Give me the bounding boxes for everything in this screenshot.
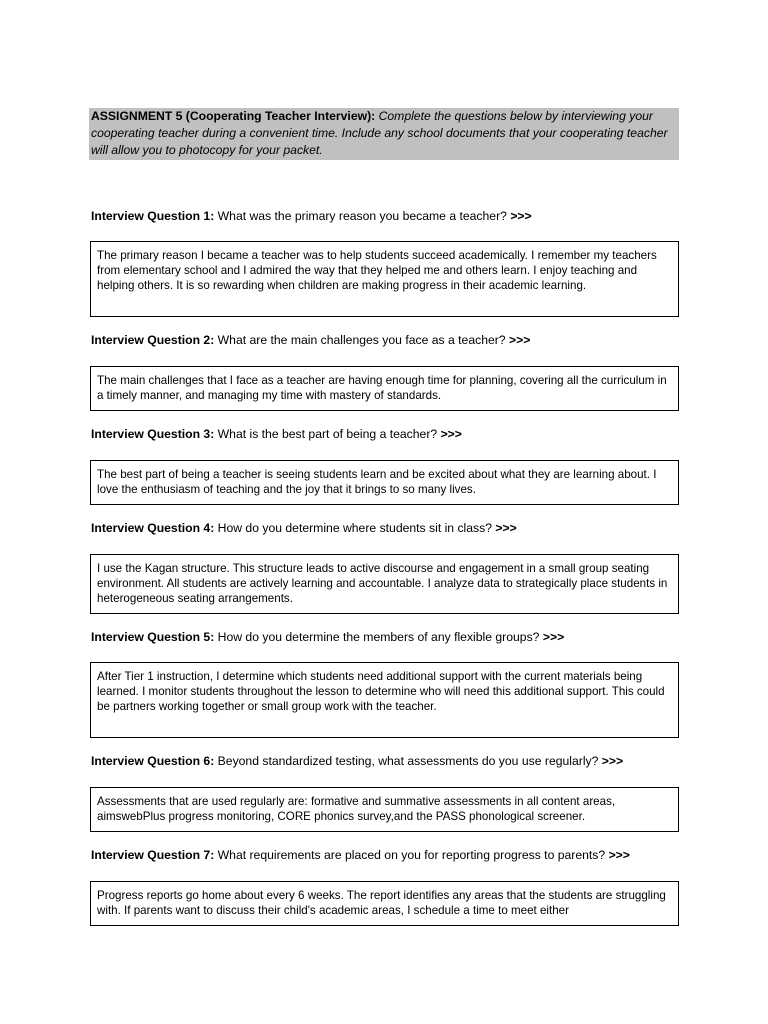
question-label: Interview Question 2: <box>91 333 215 347</box>
question-3 <box>91 426 462 442</box>
answer-text: Assessments that are used regularly are: formative and summative assessments in all content areas, aimswebPlus progress monitoring, CORE phonics survey,and the PASS phonological screener. <box>97 795 616 823</box>
question-1 <box>91 208 532 224</box>
question-text: What requirements are placed on you for reporting progress to parents? <box>217 848 606 862</box>
question-text: How do you determine where students sit in class? <box>217 521 493 535</box>
question-7 <box>91 847 630 863</box>
question-6 <box>91 753 623 769</box>
arrow-marker: >>> <box>542 630 565 644</box>
arrow-marker: >>> <box>495 521 517 535</box>
question-2 <box>91 332 530 348</box>
arrow-marker: >>> <box>440 427 462 441</box>
arrow-marker: >>> <box>510 209 532 223</box>
question-label: Interview Question 3: <box>91 427 215 441</box>
arrow-marker: >>> <box>601 754 624 768</box>
question-label: Interview Question 6: <box>91 754 215 768</box>
question-text: What was the primary reason you became a teacher? <box>217 209 507 223</box>
answer-text: The main challenges that I face as a teacher are having enough time for planning, covering all the curriculum in a timely manner, and managing my time with mastery of standards. <box>97 374 667 402</box>
assignment-instructions: Complete the questions below by interviewing your cooperating teacher during a convenient time. Include any school documents that your cooperating teacher will allow you to photocopy for your packet. <box>91 109 668 157</box>
answer-text: Progress reports go home about every 6 weeks. The report identifies any areas that the students are struggling with. If parents want to discuss their child's academic areas, I schedule a time to meet either <box>97 889 666 917</box>
question-text: What are the main challenges you face as a teacher? <box>217 333 506 347</box>
question-label: Interview Question 5: <box>91 630 215 644</box>
answer-text: After Tier 1 instruction, I determine which students need additional support with the current materials being learned. I monitor students throughout the lesson to determine who will need this additional support. This could be partners working together or small group work with the teacher. <box>97 670 665 713</box>
question-label: Interview Question 4: <box>91 521 215 535</box>
answer-text: I use the Kagan structure. This structure leads to active discourse and engagement in a small group seating environment. All students are actively learning and accountable. I analyze data to strategically place students in heterogeneous seating arrangements. <box>97 562 668 605</box>
arrow-marker: >>> <box>608 848 630 862</box>
answer-text: The primary reason I became a teacher was to help students succeed academically. I remember my teachers from elementary school and I admired the way that they helped me and others learn. I enjoy teaching and helping others. It is so rewarding when children are making progress in their academic learning. <box>97 249 657 292</box>
arrow-marker: >>> <box>508 333 531 347</box>
question-text: Beyond standardized testing, what assessments do you use regularly? <box>217 754 599 768</box>
answer-box-7 <box>90 881 679 926</box>
question-5 <box>91 629 564 645</box>
question-text: How do you determine the members of any flexible groups? <box>217 630 540 644</box>
answer-box-6 <box>90 787 679 832</box>
question-label: Interview Question 7: <box>91 848 215 862</box>
assignment-title: ASSIGNMENT 5 (Cooperating Teacher Interview): <box>91 109 376 123</box>
assignment-header <box>89 108 679 160</box>
answer-text: The best part of being a teacher is seeing students learn and be excited about what they are learning about. I love the enthusiasm of teaching and the joy that it brings to so many lives. <box>97 468 657 496</box>
question-text: What is the best part of being a teacher? <box>217 427 438 441</box>
answer-box-4 <box>90 554 679 614</box>
answer-box-5 <box>90 662 679 738</box>
question-label: Interview Question 1: <box>91 209 215 223</box>
answer-box-3 <box>90 460 679 505</box>
answer-box-2 <box>90 366 679 411</box>
answer-box-1 <box>90 241 679 317</box>
question-4 <box>91 520 517 536</box>
